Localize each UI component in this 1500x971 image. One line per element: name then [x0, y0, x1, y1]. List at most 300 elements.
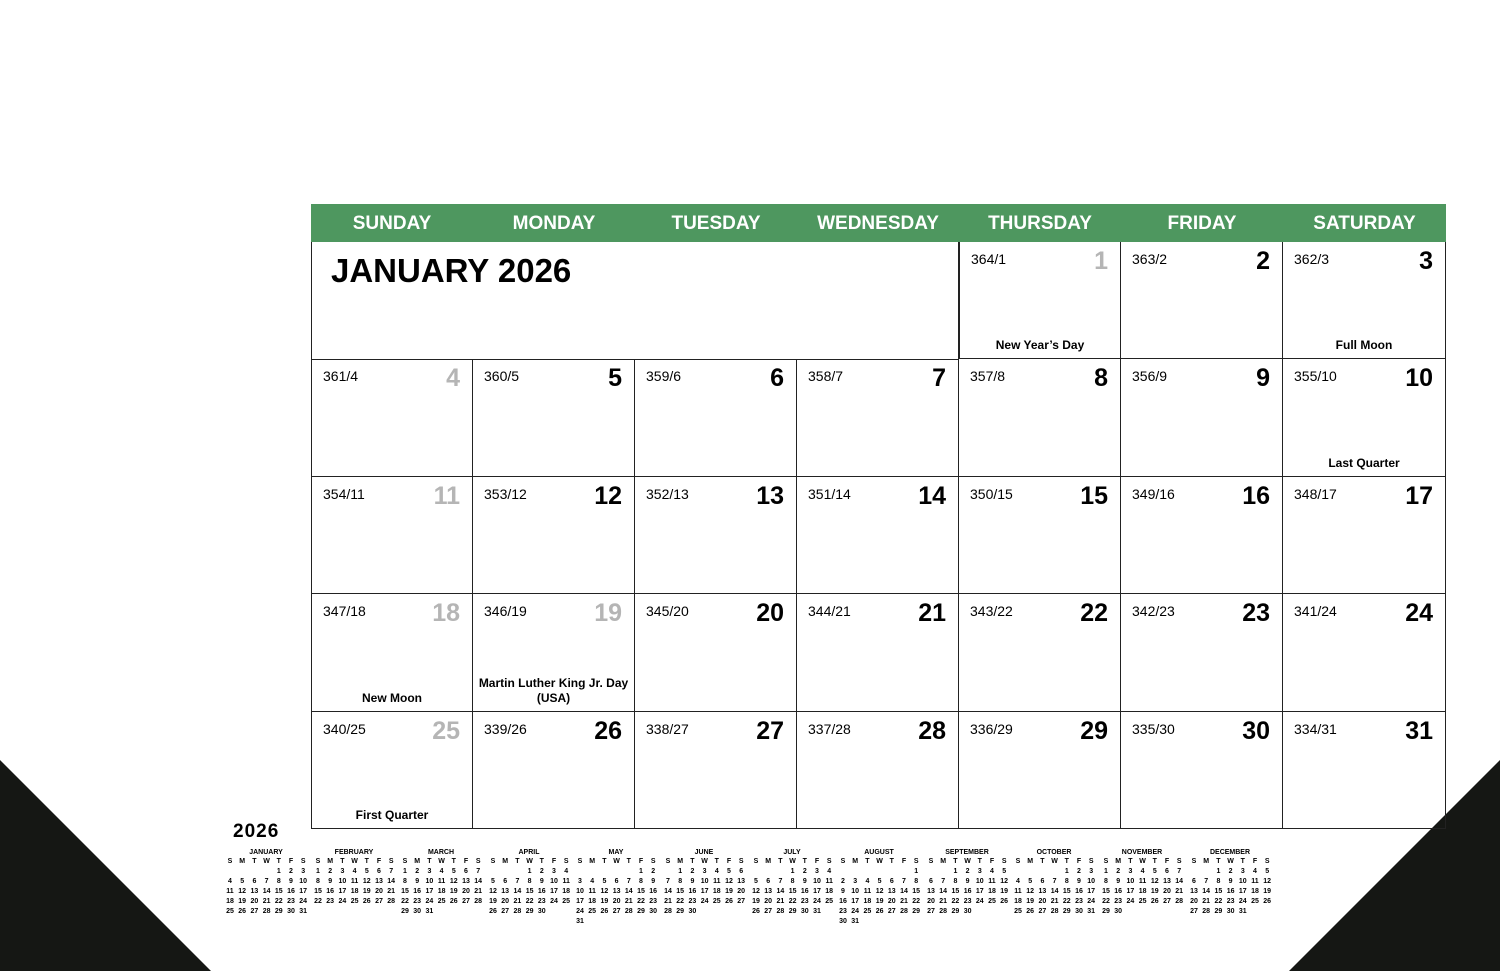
mini-day: 24	[576, 908, 584, 915]
day-cell-12[interactable]	[473, 477, 635, 594]
date-number: 29	[1080, 717, 1108, 745]
mini-day: 20	[612, 898, 621, 905]
day-cell-27[interactable]	[635, 712, 797, 829]
mini-weekday-letter: T	[1152, 858, 1157, 865]
mini-day: 15	[314, 888, 322, 895]
mini-day: 14	[624, 888, 633, 895]
mini-day: 14	[513, 888, 522, 895]
mini-weekday-letter: T	[865, 858, 870, 865]
mini-day: 25	[863, 908, 872, 915]
mini-day: 18	[588, 898, 597, 905]
day-cell-11[interactable]	[311, 477, 473, 594]
mini-calendar-october	[1012, 849, 1096, 915]
weekday-sunday: SUNDAY	[352, 213, 432, 234]
mini-day: 3	[702, 868, 707, 875]
mini-day: 23	[1075, 898, 1083, 905]
mini-weekday-letter: S	[563, 858, 569, 865]
mini-day: 26	[725, 898, 733, 905]
mini-day: 28	[1175, 898, 1184, 905]
mini-day: 5	[451, 868, 456, 875]
mini-weekday-letter: S	[913, 858, 919, 865]
mini-day: 10	[700, 878, 709, 885]
mini-weekday-letter: T	[1216, 858, 1221, 865]
mini-weekday-letter: S	[388, 858, 394, 865]
mini-day: 28	[939, 908, 948, 915]
mini-day: 15	[274, 888, 283, 895]
mini-weekday-letter: T	[690, 858, 695, 865]
mini-weekday-letter: S	[826, 858, 832, 865]
mini-day: 30	[413, 908, 422, 915]
mini-month-name: JANUARY	[249, 849, 283, 856]
mini-day: 15	[637, 888, 645, 895]
mini-day: 10	[550, 878, 558, 885]
mini-day: 22	[314, 898, 322, 905]
mini-weekday-letter: M	[1115, 858, 1122, 865]
day-of-year: 347/18	[323, 603, 366, 619]
mini-weekday-letter: S	[300, 858, 306, 865]
mini-day: 12	[1026, 888, 1035, 895]
mini-day: 18	[562, 888, 571, 895]
mini-day: 6	[766, 878, 771, 885]
mini-weekday-letter: S	[928, 858, 934, 865]
date-number: 21	[918, 599, 946, 627]
mini-month-name: JULY	[783, 849, 801, 856]
mini-day: 9	[415, 878, 420, 885]
mini-day: 24	[338, 898, 347, 905]
mini-weekday-letter: T	[1040, 858, 1045, 865]
mini-day: 21	[900, 898, 908, 905]
mini-day: 27	[1038, 908, 1047, 915]
day-cell-3[interactable]	[1283, 242, 1446, 359]
mini-weekday-letter: M	[589, 858, 596, 865]
mini-month-name: DECEMBER	[1209, 849, 1251, 856]
mini-weekday-letter: T	[953, 858, 958, 865]
mini-weekday-letter: M	[852, 858, 859, 865]
mini-weekday-letter: T	[714, 858, 719, 865]
day-cell-28[interactable]	[797, 712, 959, 829]
mini-day: 29	[951, 908, 960, 915]
mini-day: 9	[1116, 878, 1121, 885]
day-cell-1[interactable]	[959, 242, 1121, 359]
mini-calendar-november	[1100, 849, 1184, 915]
date-number: 15	[1080, 482, 1108, 510]
mini-day: 28	[776, 908, 785, 915]
mini-day: 10	[1126, 878, 1135, 885]
day-cell-26[interactable]	[473, 712, 635, 829]
day-of-year: 356/9	[1132, 368, 1168, 384]
mini-day: 13	[1190, 888, 1198, 895]
mini-day: 11	[588, 888, 596, 895]
day-cell-18[interactable]	[311, 594, 473, 712]
day-of-year: 353/12	[484, 486, 527, 502]
date-number: 25	[432, 717, 460, 745]
mini-weekday-letter: T	[252, 858, 257, 865]
mini-day: 26	[362, 898, 371, 905]
mini-day: 31	[1087, 908, 1096, 915]
date-number: 10	[1405, 364, 1433, 392]
mini-day: 21	[1050, 898, 1059, 905]
mini-day: 4	[1016, 878, 1020, 885]
mini-day: 26	[1150, 898, 1159, 905]
day-of-year: 341/24	[1294, 603, 1337, 619]
mini-day: 20	[462, 888, 470, 895]
mini-calendar-may	[574, 849, 658, 925]
mini-day: 3	[977, 868, 982, 875]
mini-weekday-letter: S	[1001, 858, 1007, 865]
mini-day: 6	[739, 868, 744, 875]
mini-day: 22	[1214, 898, 1223, 905]
mini-weekday-letter: F	[463, 858, 469, 865]
mini-day: 22	[274, 898, 283, 905]
date-number: 8	[1094, 364, 1108, 392]
mini-day: 16	[1114, 888, 1123, 895]
mini-day: 31	[576, 918, 584, 925]
date-number: 18	[432, 599, 460, 627]
weekday-thursday: THURSDAY	[988, 213, 1092, 234]
mini-day: 5	[602, 878, 607, 885]
mini-weekday-letter: T	[889, 858, 894, 865]
mini-day: 18	[1138, 888, 1147, 895]
mini-day: 10	[975, 878, 984, 885]
day-cell-5[interactable]	[473, 359, 635, 477]
mini-day: 23	[537, 898, 546, 905]
mini-weekday-letter: W	[964, 858, 971, 865]
mini-day: 29	[274, 908, 283, 915]
mini-day: 9	[802, 878, 807, 885]
mini-weekday-letter: F	[814, 858, 820, 865]
day-cell-24[interactable]	[1283, 594, 1446, 712]
weekday-friday: FRIDAY	[1167, 213, 1237, 234]
mini-day: 15	[951, 888, 960, 895]
day-cell-25[interactable]	[311, 712, 473, 829]
mini-weekday-letter: T	[1064, 858, 1069, 865]
day-cell-23[interactable]	[1121, 594, 1283, 712]
day-cell-29[interactable]	[959, 712, 1121, 829]
mini-day: 11	[863, 888, 872, 895]
mini-day: 3	[340, 868, 345, 875]
mini-day: 7	[1052, 878, 1057, 885]
mini-day: 9	[539, 878, 544, 885]
mini-day: 28	[900, 908, 908, 915]
mini-day: 24	[813, 898, 821, 905]
mini-weekday-letter: T	[1240, 858, 1245, 865]
mini-weekday-letter: M	[940, 858, 947, 865]
date-number: 4	[446, 364, 460, 392]
mini-day: 1	[639, 868, 643, 875]
mini-weekday-letter: T	[364, 858, 369, 865]
mini-day: 29	[1214, 908, 1223, 915]
mini-day: 11	[437, 878, 446, 885]
mini-day: 5	[1002, 868, 1007, 875]
mini-day: 18	[350, 888, 359, 895]
mini-day: 7	[626, 878, 631, 885]
mini-day: 11	[1014, 888, 1022, 895]
mini-day: 7	[264, 878, 269, 885]
mini-weekday-letter: T	[802, 858, 807, 865]
mini-day: 19	[489, 898, 497, 905]
mini-day: 19	[600, 898, 609, 905]
mini-day: 10	[576, 888, 584, 895]
mini-day: 19	[752, 898, 760, 905]
mini-day: 13	[887, 888, 896, 895]
mini-day: 2	[1228, 868, 1233, 875]
mini-day: 8	[914, 878, 919, 885]
mini-weekday-letter: F	[376, 858, 382, 865]
day-cell-15[interactable]	[959, 477, 1121, 594]
day-of-year: 354/11	[323, 486, 365, 502]
mini-day: 29	[401, 908, 409, 915]
mini-day: 19	[1026, 898, 1035, 905]
mini-day: 19	[449, 888, 458, 895]
day-cell-10[interactable]	[1283, 359, 1446, 477]
mini-day: 5	[754, 878, 758, 885]
mini-day: 22	[401, 898, 409, 905]
mini-day: 25	[712, 898, 721, 905]
mini-weekday-letter: W	[1227, 858, 1234, 865]
day-of-year: 350/15	[970, 486, 1013, 502]
mini-weekday-letter: W	[613, 858, 620, 865]
mini-weekday-letter: S	[1088, 858, 1094, 865]
mini-day: 24	[975, 898, 984, 905]
mini-day: 27	[1163, 898, 1171, 905]
mini-day: 24	[299, 898, 308, 905]
date-number: 26	[594, 717, 622, 745]
date-number: 5	[608, 364, 622, 392]
mini-weekday-letter: F	[1252, 858, 1258, 865]
mini-day: 4	[990, 868, 994, 875]
mini-day: 25	[1138, 898, 1147, 905]
mini-day: 2	[328, 868, 333, 875]
mini-day: 12	[725, 878, 733, 885]
mini-day: 12	[1000, 878, 1009, 885]
mini-day: 13	[501, 888, 510, 895]
mini-day: 3	[552, 868, 556, 875]
mini-day: 9	[651, 878, 656, 885]
mini-day: 8	[527, 878, 532, 885]
date-number: 11	[433, 482, 460, 510]
day-of-year: 346/19	[484, 603, 527, 619]
day-of-year: 339/26	[484, 721, 527, 737]
day-cell-7[interactable]	[797, 359, 959, 477]
mini-day: 7	[666, 878, 670, 885]
date-number: 6	[770, 364, 784, 392]
mini-day: 28	[513, 908, 522, 915]
mini-day: 20	[764, 898, 773, 905]
mini-day: 29	[637, 908, 645, 915]
mini-day: 16	[1226, 888, 1235, 895]
day-cell-2[interactable]	[1121, 242, 1283, 359]
mini-weekday-letter: S	[315, 858, 321, 865]
mini-weekday-letter: S	[490, 858, 496, 865]
mini-day: 4	[714, 868, 719, 875]
mini-day: 17	[851, 898, 860, 905]
day-cell-6[interactable]	[635, 359, 797, 477]
mini-weekday-letter: S	[227, 858, 233, 865]
mini-day: 8	[403, 878, 407, 885]
mini-day: 16	[1075, 888, 1083, 895]
mini-day: 17	[299, 888, 308, 895]
day-cell-14[interactable]	[797, 477, 959, 594]
mini-day: 21	[664, 898, 672, 905]
mini-day: 9	[1228, 878, 1233, 885]
mini-day: 21	[1175, 888, 1184, 895]
mini-day: 26	[752, 908, 760, 915]
mini-day: 19	[362, 888, 371, 895]
mini-day: 18	[1014, 898, 1022, 905]
mini-day: 16	[800, 888, 809, 895]
mini-day: 24	[1126, 898, 1135, 905]
mini-day: 3	[1240, 868, 1245, 875]
mini-day: 14	[900, 888, 908, 895]
mini-day: 18	[825, 888, 834, 895]
date-number: 24	[1405, 599, 1433, 627]
mini-day: 24	[1238, 898, 1247, 905]
mini-day: 4	[590, 878, 595, 885]
mini-weekday-letter: M	[327, 858, 334, 865]
mini-weekday-letter: S	[1191, 858, 1197, 865]
mini-day: 3	[853, 878, 858, 885]
mini-day: 19	[875, 898, 884, 905]
mini-day: 1	[1216, 868, 1221, 875]
year-label: 2026	[233, 821, 280, 842]
mini-day: 23	[326, 898, 335, 905]
day-cell-9[interactable]	[1121, 359, 1283, 477]
mini-day: 27	[887, 908, 896, 915]
date-number: 22	[1080, 599, 1108, 627]
day-cell-16[interactable]	[1121, 477, 1283, 594]
mini-day: 7	[941, 878, 946, 885]
mini-day: 21	[513, 898, 522, 905]
day-of-year: 338/27	[646, 721, 689, 737]
day-cell-21[interactable]	[797, 594, 959, 712]
mini-day: 5	[1265, 868, 1270, 875]
weekday-monday: MONDAY	[512, 213, 596, 234]
mini-weekday-letter: S	[1176, 858, 1182, 865]
day-cell-20[interactable]	[635, 594, 797, 712]
mini-day: 25	[825, 898, 834, 905]
date-number: 16	[1242, 482, 1270, 510]
day-note: New Year’s Day	[995, 338, 1085, 352]
mini-day: 2	[841, 878, 845, 885]
mini-day: 27	[927, 908, 935, 915]
mini-day: 4	[827, 868, 832, 875]
mini-calendar-march	[399, 849, 483, 915]
mini-weekday-letter: F	[551, 858, 557, 865]
mini-day: 15	[912, 888, 921, 895]
mini-day: 25	[437, 898, 446, 905]
mini-day: 31	[1238, 908, 1247, 915]
day-cell-13[interactable]	[635, 477, 797, 594]
mini-day: 23	[649, 898, 658, 905]
mini-day: 16	[649, 888, 658, 895]
mini-day: 4	[564, 868, 569, 875]
day-of-year: 336/29	[970, 721, 1013, 737]
mini-month-name: NOVEMBER	[1121, 849, 1163, 856]
mini-day: 13	[1163, 878, 1171, 885]
day-cell-19[interactable]	[473, 594, 635, 712]
date-number: 14	[918, 482, 946, 510]
mini-day: 24	[425, 898, 434, 905]
mini-day: 26	[449, 898, 458, 905]
mini-day: 17	[700, 888, 709, 895]
day-cell-22[interactable]	[959, 594, 1121, 712]
mini-day: 21	[387, 888, 396, 895]
mini-day: 28	[474, 898, 483, 905]
mini-day: 26	[1000, 898, 1009, 905]
weekday-wednesday: WEDNESDAY	[817, 213, 939, 234]
date-number: 17	[1405, 482, 1433, 510]
mini-weekday-letter: M	[1027, 858, 1034, 865]
day-of-year: 337/28	[808, 721, 851, 737]
mini-day: 25	[588, 908, 597, 915]
mini-day: 1	[276, 868, 281, 875]
mini-day: 7	[515, 878, 520, 885]
mini-day: 5	[491, 878, 495, 885]
mini-day: 12	[489, 888, 497, 895]
mini-day: 8	[1104, 878, 1108, 885]
mini-day: 27	[737, 898, 746, 905]
mini-day: 24	[700, 898, 709, 905]
mini-day: 22	[788, 898, 797, 905]
day-of-year: 357/8	[970, 368, 1006, 384]
mini-day: 19	[725, 888, 733, 895]
mini-day: 2	[690, 868, 695, 875]
mini-day: 5	[240, 878, 245, 885]
mini-weekday-letter: T	[340, 858, 345, 865]
day-cell-31[interactable]	[1283, 712, 1446, 829]
mini-day: 22	[1062, 898, 1071, 905]
mini-day: 23	[413, 898, 422, 905]
mini-day: 13	[1038, 888, 1047, 895]
mini-day: 11	[825, 878, 833, 885]
mini-weekday-letter: M	[677, 858, 684, 865]
mini-weekday-letter: F	[726, 858, 732, 865]
mini-day: 18	[437, 888, 446, 895]
mini-day: 5	[1152, 868, 1157, 875]
mini-day: 14	[776, 888, 785, 895]
day-cell-8[interactable]	[959, 359, 1121, 477]
day-cell-4[interactable]	[311, 359, 473, 477]
mini-day: 6	[1040, 878, 1045, 885]
day-cell-30[interactable]	[1121, 712, 1283, 829]
mini-day: 14	[939, 888, 948, 895]
date-number: 19	[594, 599, 622, 627]
day-of-year: 363/2	[1132, 251, 1168, 267]
mini-month-name: FEBRUARY	[334, 849, 374, 856]
date-number: 9	[1256, 364, 1270, 392]
mini-day: 8	[953, 878, 958, 885]
date-number: 30	[1242, 717, 1270, 745]
mini-day: 16	[287, 888, 295, 895]
mini-day: 1	[316, 868, 320, 875]
mini-day: 19	[238, 898, 247, 905]
mini-day: 10	[1238, 878, 1247, 885]
mini-day: 9	[1077, 878, 1081, 885]
mini-day: 14	[1175, 878, 1184, 885]
mini-day: 23	[963, 898, 972, 905]
day-cell-17[interactable]	[1283, 477, 1446, 594]
mini-day: 29	[1062, 908, 1071, 915]
mini-day: 27	[501, 908, 510, 915]
mini-day: 14	[1202, 888, 1211, 895]
mini-day: 25	[988, 898, 996, 905]
day-of-year: 345/20	[646, 603, 689, 619]
mini-day: 20	[1038, 898, 1047, 905]
mini-day: 23	[688, 898, 697, 905]
weekday-header	[311, 204, 1446, 242]
day-of-year: 344/21	[808, 603, 851, 619]
mini-weekday-letter: S	[665, 858, 671, 865]
